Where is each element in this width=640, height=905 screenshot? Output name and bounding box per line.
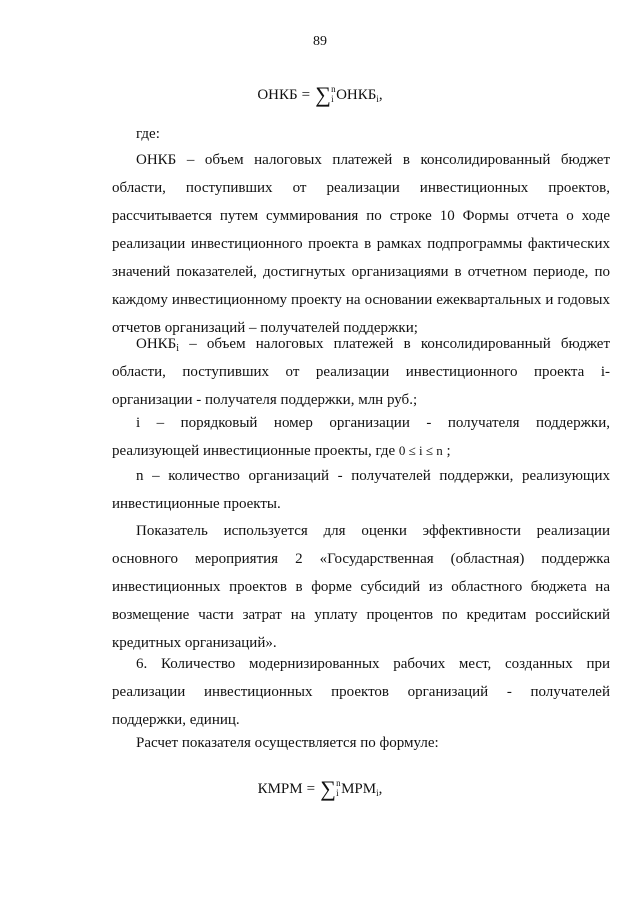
formula-onkb xyxy=(0,84,640,106)
text-line: реализации инвестиционного проекта в рамках подпрограммы фактических xyxy=(112,236,610,252)
text-line: инвестиционных проектов в форме субсидий из областного бюджета на xyxy=(112,579,610,595)
term-rest: – объем налоговых платежей в консолидированный бюджет xyxy=(179,336,610,352)
text-line: кредитных организаций». xyxy=(112,635,277,651)
term-tail: , xyxy=(378,86,383,103)
inequality-math: 0 ≤ i ≤ n xyxy=(398,443,443,458)
paragraph-item-6 xyxy=(112,651,610,735)
term-subscript: i xyxy=(376,93,379,104)
summation-symbol xyxy=(319,776,341,801)
where-label: где: xyxy=(136,126,160,142)
paragraph-onkb-definition xyxy=(112,147,610,343)
text-line: значений показателей, достигнутых организациями в отчетном периоде, по xyxy=(112,264,610,280)
paragraph-indicator-usage xyxy=(112,518,610,658)
sum-upper-limit: n xyxy=(331,84,336,94)
term-lead: ОНКБ xyxy=(136,336,177,352)
formula-lhs: ОНКБ xyxy=(257,86,298,103)
text-line: Показатель используется для оценки эффективности реализации xyxy=(136,523,610,539)
sum-upper-limit: n xyxy=(336,778,341,788)
text-line: области, поступивших от реализации инвестиционных проектов, xyxy=(112,180,610,196)
text-line xyxy=(112,438,610,466)
sigma-glyph: ∑ xyxy=(320,776,336,801)
text-line: ОНКБ – объем налоговых платежей в консолидированный бюджет xyxy=(136,152,610,168)
text-line: инвестиционные проекты. xyxy=(112,496,281,512)
text-line xyxy=(112,331,610,359)
text-span: ; xyxy=(442,443,451,459)
sum-lower-index: i xyxy=(336,788,339,798)
formula-equals: = xyxy=(301,86,311,103)
text-span: реализующей инвестиционные проекты, где xyxy=(112,443,399,459)
text-line: каждому инвестиционному проекту на основании ежеквартальных и годовых xyxy=(112,292,610,308)
text-line: рассчитывается путем суммирования по строке 10 Формы отчета о ходе xyxy=(112,208,610,224)
text-line: i – порядковый номер организации - получателя поддержки, xyxy=(136,415,610,431)
text-line: n – количество организаций - получателей поддержки, реализующих xyxy=(136,468,610,484)
text-line: Расчет показателя осуществляется по формуле: xyxy=(136,735,439,751)
paragraph-formula-intro xyxy=(112,730,610,758)
formula-term xyxy=(336,87,383,104)
text-line: реализации инвестиционных проектов организаций - получателей xyxy=(112,684,610,700)
where-label-block xyxy=(112,121,610,149)
text-line: области, поступивших от реализации инвестиционного проекта i- xyxy=(112,364,610,380)
term-subscript: i xyxy=(376,787,379,798)
term-name: ОНКБ xyxy=(336,86,377,103)
formula-kmrm xyxy=(0,778,640,800)
formula-equals: = xyxy=(306,780,316,797)
paragraph-onkbi-definition xyxy=(112,331,610,415)
text-line: 6. Количество модернизированных рабочих мест, созданных при xyxy=(136,656,610,672)
text-line: основного мероприятия 2 «Государственная (областная) поддержка xyxy=(112,551,610,567)
sigma-glyph: ∑ xyxy=(315,82,331,107)
formula-lhs: КМРМ xyxy=(257,780,303,797)
paragraph-n-definition xyxy=(112,463,610,519)
text-line: возмещение части затрат на уплату процентов по кредитам российский xyxy=(112,607,610,623)
text-line: организации - получателя поддержки, млн руб.; xyxy=(112,392,418,408)
paragraph-i-definition xyxy=(112,410,610,466)
term-subscript: i xyxy=(176,343,180,354)
text-line: отчетов организаций – получателей поддержки; xyxy=(112,320,418,336)
page-number: 89 xyxy=(313,34,327,49)
sum-lower-index: i xyxy=(331,94,334,104)
term-tail: , xyxy=(378,780,383,797)
term-name: МРМ xyxy=(341,780,377,797)
text-line: поддержки, единиц. xyxy=(112,712,240,728)
formula-term xyxy=(341,781,382,798)
summation-symbol xyxy=(314,82,336,107)
